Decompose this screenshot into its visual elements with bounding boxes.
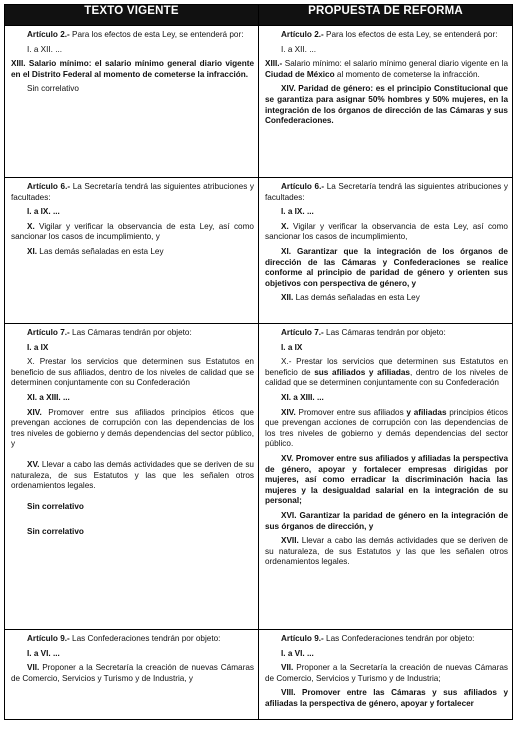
- article-heading: [11, 30, 254, 41]
- fraction-range: I. a VI. ...: [27, 648, 60, 658]
- table-row: [5, 178, 513, 324]
- reform-text-cell: [259, 178, 513, 324]
- fraction-vii: VII. Proponer a la Secretaría la creación de nuevas Cámaras de Comercio, Servicios y Turismo y de Industria;: [265, 663, 508, 683]
- no-correlative: Sin correlativo: [27, 527, 84, 537]
- current-text-cell: [5, 630, 259, 720]
- article-heading: Artículo 6.- La Secretaría tendrá las siguientes atribuciones y facultades:: [11, 182, 254, 202]
- article-heading: Artículo 7.- Las Cámaras tendrán por objeto:: [281, 328, 446, 337]
- fraction-range: I. a IX. ...: [281, 207, 314, 217]
- fraction-range: I. a IX. ...: [27, 207, 60, 217]
- fraction-xiv: XIV. Promover entre sus afiliados y afiliadas principios éticos que prevengan acciones de corrupción con las dependencias de los tres niveles de gobierno y demás dependencias del sector público.: [265, 407, 508, 449]
- fraction-xiv: XIV. Paridad de género: es el principio Constitucional que se garantiza para asignar 50% hombres y 50% mujeres, en la integración de los órganos de dirección de las Cámaras y sus Confederaciones.: [265, 84, 508, 126]
- fraction-xiii: XIII.- Salario mínimo: el salario mínimo general diario vigente en la Ciudad de México al momento de cometerse la infracción.: [265, 59, 508, 79]
- fraction-viii: VIII. Promover entre las Cámaras y sus afiliados y afiliadas la perspectiva de género, apoyar y fortalecer: [265, 688, 508, 708]
- article-heading: Artículo 9.- Las Confederaciones tendrán por objeto:: [281, 634, 475, 643]
- article-intro: Para los efectos de esta Ley, se entenderá por:: [323, 30, 498, 39]
- article-heading: Artículo 9.- Las Confederaciones tendrán por objeto:: [27, 634, 221, 643]
- header-row: [5, 5, 513, 26]
- fraction-range: I. a IX: [281, 342, 303, 352]
- fraction-xi: XI. Las demás señaladas en esta Ley: [27, 246, 164, 256]
- no-correlative: Sin correlativo: [27, 501, 84, 511]
- reform-text-cell: [259, 630, 513, 720]
- fraction-range: I. a XII. ...: [281, 44, 317, 54]
- reform-text-cell: [259, 26, 513, 178]
- fraction-x: X. Prestar los servicios que determinen sus Estatutos en beneficio de sus afiliados, dentro de los niveles de calidad que se determinen conjuntamente con su Confederación: [11, 357, 254, 388]
- no-correlative: Sin correlativo: [27, 84, 79, 94]
- fraction-x: X.- Prestar los servicios que determinen sus Estatutos en beneficio de sus afiliados y afiliadas, dentro de los niveles de calidad que se determinen conjuntamente con su Confederación: [265, 357, 508, 388]
- fraction-xiv: XIV. Promover entre sus afiliados principios éticos que prevengan acciones de corrupción con las dependencias de los tres niveles de gobierno y demás dependencias del sector público, y: [11, 407, 254, 449]
- fraction-xiii: XIII. Salario mínimo: el salario mínimo general diario vigente en el Distrito Federal al momento de cometerse la infracción.: [11, 59, 254, 79]
- fraction-x: X. Vigilar y verificar la observancia de esta Ley, así como sancionar los casos de incumplimiento,: [265, 221, 508, 242]
- reform-text-cell: [259, 324, 513, 630]
- article-number: Artículo 2.-: [281, 30, 324, 39]
- table-row: [5, 26, 513, 178]
- fraction-range-2: XI. a XIII. ...: [281, 392, 324, 402]
- fraction-xi: XI. Garantizar que la integración de los órganos de dirección de las Cámaras y Confederaciones se realice conforme al principio de paridad de género y orienten sus objetivos con perspectiva de género, y: [265, 246, 508, 288]
- current-text-cell: [5, 324, 259, 630]
- article-number: Artículo 2.-: [27, 30, 70, 39]
- fraction-range: I. a VI. ...: [281, 648, 314, 658]
- fraction-vii: VII. Proponer a la Secretaría la creación de nuevas Cámaras de Comercio, Servicios y Turismo y de Industria, y: [11, 663, 254, 683]
- article-heading: Artículo 7.- Las Cámaras tendrán por objeto:: [27, 328, 192, 337]
- article-heading: [265, 30, 508, 41]
- fraction-range: I. a IX: [27, 342, 49, 352]
- fraction-xv: XV. Promover entre sus afiliados y afiliadas la perspectiva de género, apoyar y fortalecer empresas dirigidas por mujeres, así como erradicar la discriminación hacia las mujeres y la desigualdad salarial en la integración de su personal;: [265, 453, 508, 506]
- fraction-x: X. Vigilar y verificar la observancia de esta Ley, así como sancionar los casos de incumplimiento, y: [11, 221, 254, 242]
- article-intro: Para los efectos de esta Ley, se entenderá por:: [69, 30, 244, 39]
- comparison-table: [4, 4, 513, 720]
- header-current-text: TEXTO VIGENTE: [5, 5, 259, 26]
- table-row: [5, 324, 513, 630]
- article-heading: Artículo 6.- La Secretaría tendrá las siguientes atribuciones y facultades:: [265, 182, 508, 202]
- fraction-xvi: XVI. Garantizar la paridad de género en la integración de sus órganos de dirección, y: [265, 510, 508, 531]
- fraction-range-2: XI. a XIII. ...: [27, 392, 70, 402]
- current-text-cell: [5, 178, 259, 324]
- current-text-cell: [5, 26, 259, 178]
- header-reform-proposal: PROPUESTA DE REFORMA: [259, 5, 513, 26]
- fraction-xv: XV. Llevar a cabo las demás actividades que se deriven de su naturaleza, de sus Estatutos y las que les señalen otros ordenamientos legales.: [11, 459, 254, 491]
- table-row: [5, 630, 513, 720]
- fraction-xii: XII. Las demás señaladas en esta Ley: [281, 293, 420, 303]
- fraction-range: I. a XII. ...: [27, 44, 63, 54]
- fraction-xvii: XVII. Llevar a cabo las demás actividades que se deriven de su naturaleza, de sus Estatutos y las que les señalen otros ordenamientos legales.: [265, 536, 508, 567]
